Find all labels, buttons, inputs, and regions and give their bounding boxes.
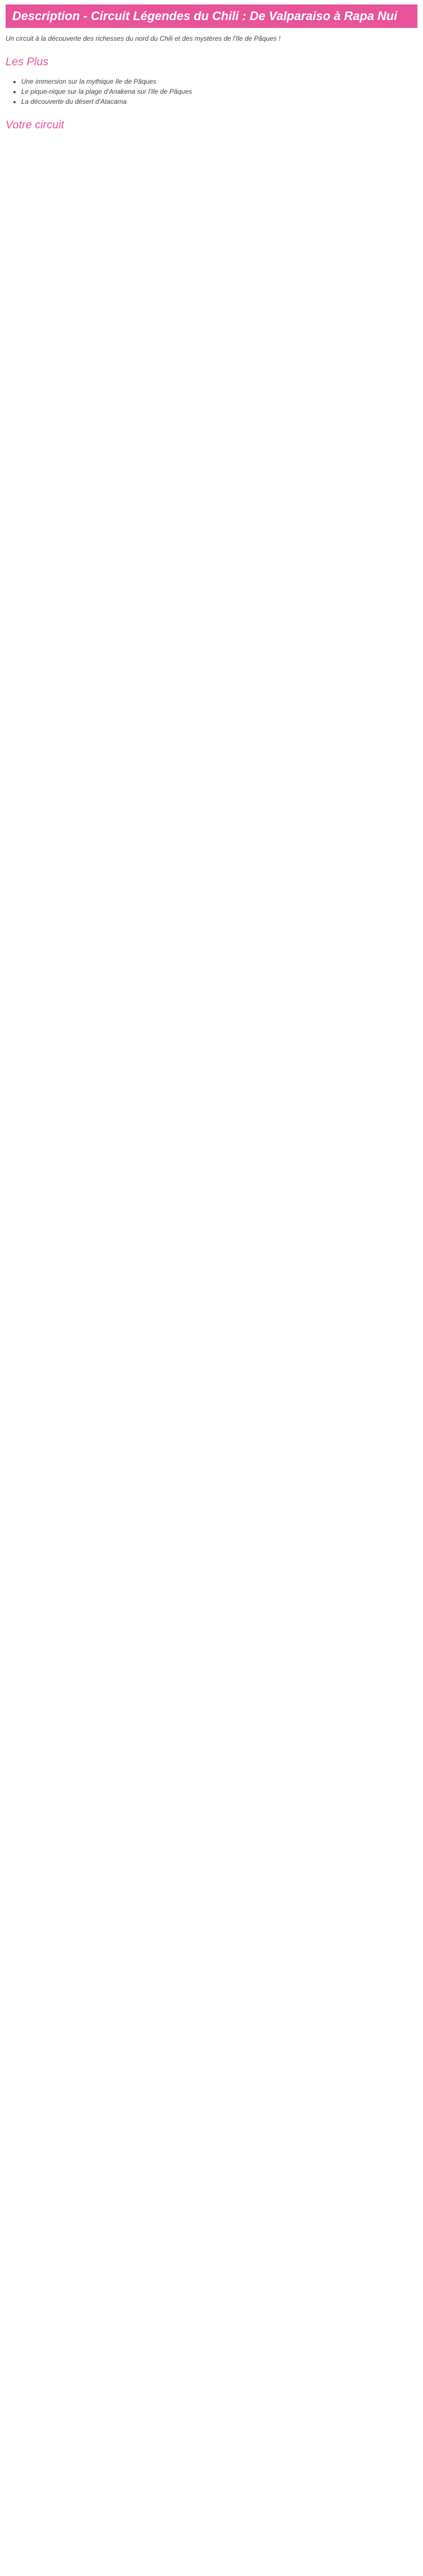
votre-circuit-title: Votre circuit — [6, 119, 64, 131]
list-item: • Une immersion sur la mythique Ile de Pâques — [21, 76, 417, 87]
les-plus-list — [6, 76, 417, 107]
list-item: • Le pique-nique sur la plage d'Anakena sur l'Ile de Pâques — [21, 87, 417, 97]
list-item: • La découverte du désert d'Atacama — [21, 97, 417, 107]
page — [0, 0, 423, 132]
page-title: Description - Circuit Légendes du Chili : De Valparaiso à Rapa Nui — [6, 4, 417, 28]
intro-text: Un circuit à la découverte des richesses du nord du Chili et des mystères de l'Ile de Pâques ! — [6, 35, 281, 42]
les-plus-title: Les Plus — [6, 56, 49, 68]
